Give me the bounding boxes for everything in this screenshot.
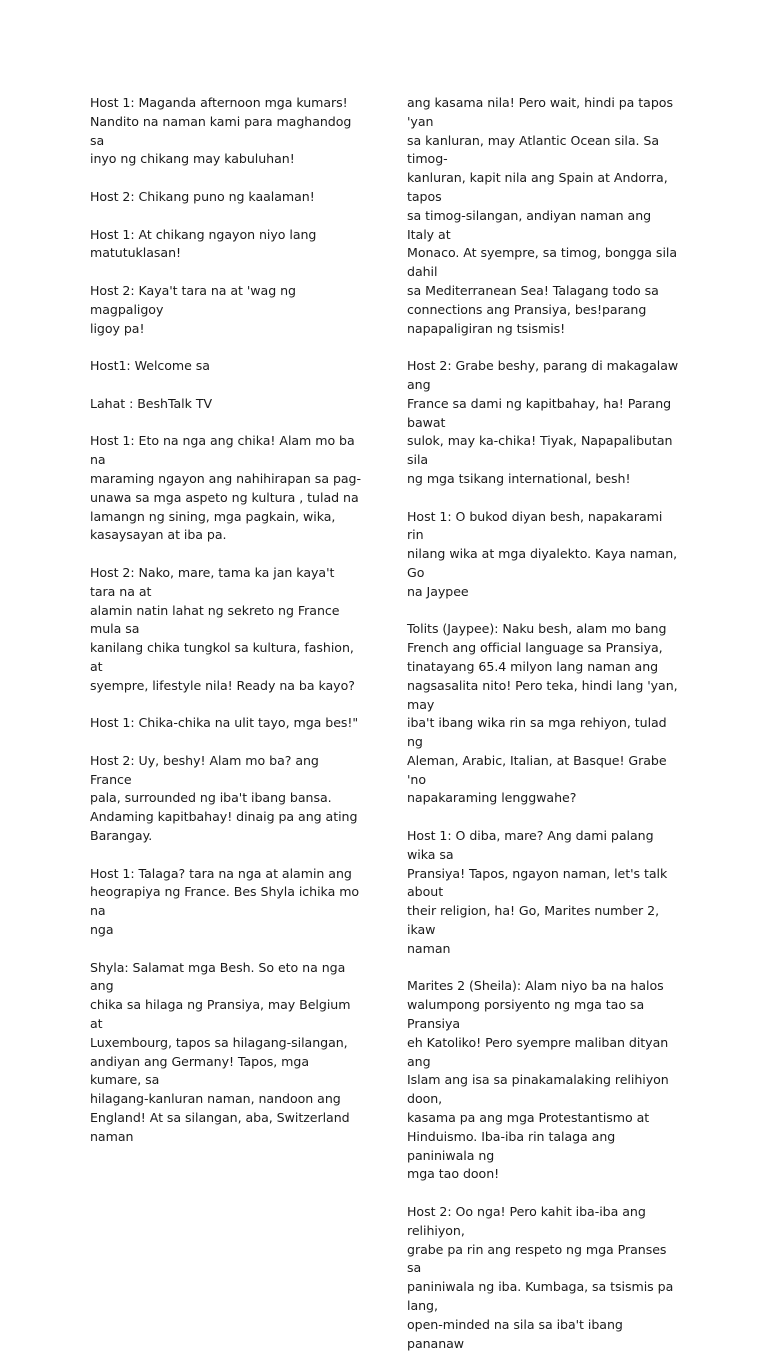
paragraph: Host 1: Eto na nga ang chika! Alam mo ba na maraming ngayon ang nahihirapan sa pag- unawa sa mga aspeto ng kultura , tulad na lamangn ng sining, mga pagkain, wika, kasaysayan at iba pa. [90, 433, 361, 543]
paragraph: Host 2: Grabe beshy, parang di makagalaw ang France sa dami ng kapitbahay, ha! Parang bawat sulok, may ka-chika! Tiyak, Napapalibutan sila ng mga tsikang international, besh! [407, 358, 679, 486]
left-column [90, 94, 362, 1165]
paragraph: Tolits (Jaypee): Naku besh, alam mo bang French ang official language sa Pransiya, tinatayang 65.4 milyon lang naman ang nagsasalita nito! Pero teka, hindi lang 'yan, may iba't ibang wika rin sa mga rehiyon, tulad ng Aleman, Arabic, Italian, at Basque! Grabe 'no napakaraming lenggwahe? [407, 621, 678, 806]
paragraph: Host1: Welcome sa [90, 358, 210, 374]
paragraph: Host 1: O bukod diyan besh, napakarami rin nilang wika at mga diyalekto. Kaya naman, Go na Jaypee [407, 508, 678, 599]
paragraph: ang kasama nila! Pero wait, hindi pa tapos 'yan sa kanluran, may Atlantic Ocean sila. Sa timog- kanluran, kapit nila ang Spain at Andorra, tapos sa timog-silangan, andiyan naman ang Italy at Monaco. At syempre, sa timog, bongga sila dahil sa Mediterranean Sea! Talagang todo sa connections ang Pransiya, bes!parang napapaligiran ng tsismis! [407, 95, 678, 336]
paragraph: Host 2: Kaya't tara na at 'wag ng magpaligoy ligoy pa! [90, 282, 296, 336]
paragraph: Host 1: O diba, mare? Ang dami palang wika sa Pransiya! Tapos, ngayon naman, let's talk about their religion, ha! Go, Marites number 2, ikaw naman [407, 828, 668, 956]
paragraph: Host 2: Oo nga! Pero kahit iba-iba ang relihiyon, grabe pa rin ang respeto ng mga Pranses sa paniniwala ng iba. Kumbaga, sa tsismis pa lang, open-minded na sila sa iba't ibang pananaw [407, 1204, 674, 1351]
paragraph: Host 2: Nako, mare, tama ka jan kaya't tara na at alamin natin lahat ng sekreto ng France mula sa kanilang chika tungkol sa kultura, fashion, at syempre, lifestyle nila! Ready na ba kayo? [90, 564, 355, 693]
paragraph: Lahat : BeshTalk TV [90, 395, 213, 411]
paragraph: Host 1: Talaga? tara na nga at alamin ang heograpiya ng France. Bes Shyla ichika mo na nga [90, 865, 360, 938]
paragraph: Host 2: Uy, beshy! Alam mo ba? ang France pala, surrounded ng iba't ibang bansa. Andaming kapitbahay! dinaig pa ang ating Barangay. [90, 752, 358, 844]
paragraph: Marites 2 (Sheila): Alam niyo ba na halos walumpong porsiyento ng mga tao sa Pransiya eh Katoliko! Pero syempre maliban dityan ang Islam ang isa sa pinakamalaking relihiyon doon, kasama pa ang mga Protestantismo at Hinduismo. Iba-iba rin talaga ang paniniwala ng mga tao doon! [407, 978, 669, 1182]
paragraph: Shyla: Salamat mga Besh. So eto na nga ang chika sa hilaga ng Pransiya, may Belgium at Luxembourg, tapos sa hilagang-silangan, andiyan ang Germany! Tapos, mga kumare, sa hilagang-kanluran naman, nandoon ang England! At sa silangan, aba, Switzerland naman [90, 959, 351, 1144]
paragraph: Host 1: Maganda afternoon mga kumars! Nandito na naman kami para maghandog sa inyo ng chikang may kabuluhan! [90, 95, 352, 167]
paragraph: Host 2: Chikang puno ng kaalaman! [90, 188, 315, 204]
paragraph: Host 1: Chika-chika na ulit tayo, mga bes!" [90, 715, 359, 731]
right-column [407, 94, 679, 1372]
paragraph: Host 1: At chikang ngayon niyo lang matutuklasan! [90, 226, 317, 261]
